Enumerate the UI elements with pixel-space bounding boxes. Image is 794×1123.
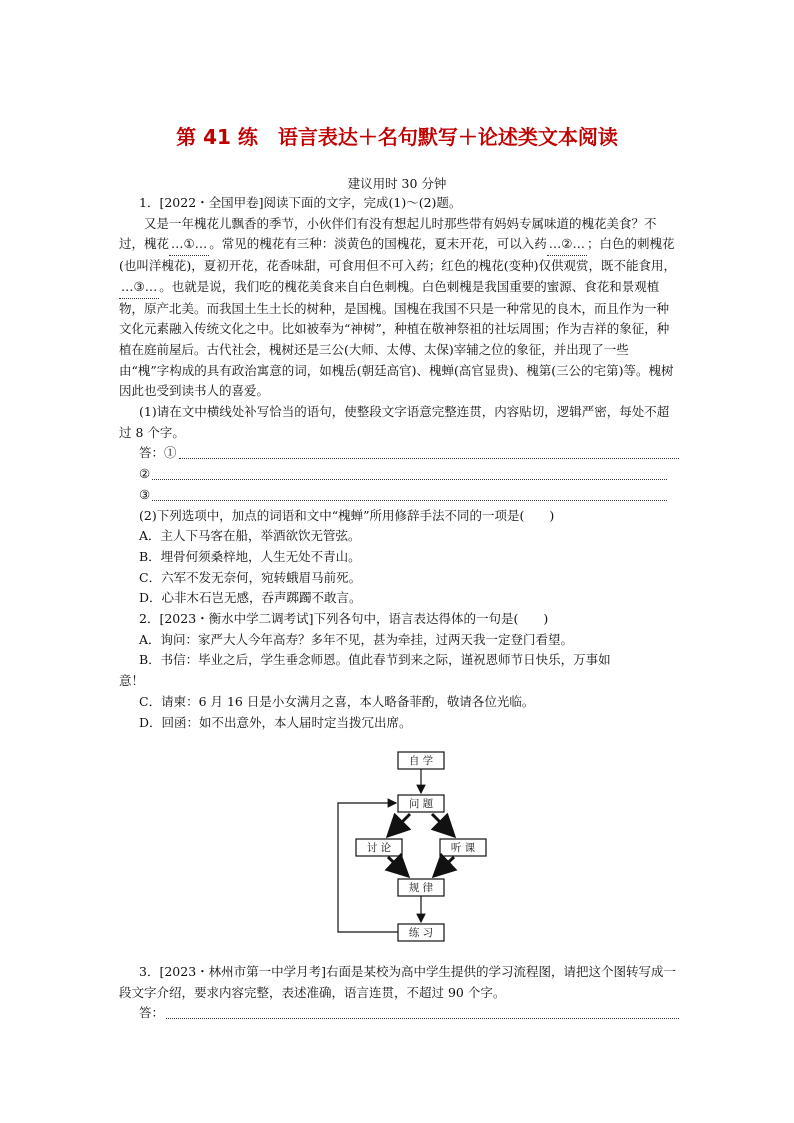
question-block-3	[119, 962, 679, 1024]
passage-text: 。常见的槐花有三种：淡黄色的国槐花，夏末开花，可以入药	[209, 236, 547, 252]
page-title: 第 41 练 语言表达＋名句默写＋论述类文本阅读	[176, 125, 618, 149]
q2-option-d: D．回函：如不出意外，本人届时定当拨冗出席。	[139, 714, 412, 730]
q1-sub1: (1)请在文中横线处补写恰当的语句，使整段文字语意完整连贯，内容贴切，逻辑严密，每处不超过 8 个字。	[119, 404, 670, 440]
q1-option-c: C．六军不发无奈何，宛转蛾眉马前死。	[139, 569, 362, 585]
q1-option-b: B．埋骨何须桑梓地，人生无处不青山。	[139, 548, 361, 564]
arrow-questions-to-discussion	[388, 814, 410, 836]
flowchart-svg	[330, 748, 500, 948]
passage-text: 。也就是说，我们吃的槐花美食来自白色刺槐。白色刺槐是我国重要的蜜源、食花和景观植物，原产北美。而我国土生土长的树种，是国槐。国槐在我国不只是一种常见的良木，而且作为一种文化元素融入传统文化之中。比如被奉为“神树”，种植在敬神祭祖的社坛周围；作为吉祥的象征，种植在庭前屋后。古代社会，槐树还是三公(大师、太傅、太保)宰辅之位的象征，并出现了一些由“槐”字构成的具有政治寓意的词，如槐岳(朝廷高官)、槐蝉(高官显贵)、槐第(三公的宅第)等。槐树因此也受到读书人的喜爱。	[119, 278, 674, 399]
answer-line-3[interactable]: ③	[119, 485, 679, 506]
q3-stem: 3．[2023・林州市第一中学月考]右面是某校为高中学生提供的学习流程图，请把这个图转写成一段文字介绍，要求内容完整，表述准确，语言连贯，不超过 90 个字。	[119, 964, 677, 1000]
arrow-discussion-to-rules	[388, 857, 408, 876]
flow-label: 规 律	[408, 882, 434, 894]
study-flowchart	[330, 748, 500, 948]
answer-line-2[interactable]: ②	[119, 464, 679, 485]
time-suggestion: 建议用时 30 分钟	[347, 176, 447, 191]
q1-passage	[119, 214, 679, 402]
question-block-1-2	[119, 193, 679, 733]
q1-option-a: A．主人下马客在船，举酒欲饮无管弦。	[139, 528, 361, 544]
q2-option-b: B．书信：毕业之后，学生垂念师恩。值此春节到来之际，谨祝恩师节日快乐，万事如	[139, 652, 611, 668]
flow-label: 练 习	[408, 927, 434, 939]
flow-label: 听 课	[450, 842, 476, 854]
flow-label: 讨 论	[366, 842, 392, 854]
q2-stem: 2．[2023・衡水中学二调考试]下列各句中，语言表达得体的一句是( )	[139, 611, 549, 627]
q1-sub2: (2)下列选项中，加点的词语和文中“槐蝉”所用修辞手法不同的一项是( )	[139, 507, 555, 523]
flow-label: 问 题	[408, 798, 434, 810]
q1-stem: 1．[2022・全国甲卷]阅读下面的文字，完成(1)～(2)题。	[139, 195, 462, 210]
blank-1: …①…	[169, 234, 209, 256]
q2-option-b-cont: 意！	[119, 673, 145, 689]
flow-label: 自 学	[408, 755, 434, 767]
q2-option-a: A．询问：家严大人今年高寿？多年不见，甚为牵挂，过两天我一定登门看望。	[139, 631, 574, 647]
arrow-practice-to-questions	[338, 803, 398, 932]
answer-line-q3[interactable]: 答：	[119, 1003, 679, 1024]
q2-option-c: C．请柬：6 月 16 日是小女满月之喜，本人略备菲酌，敬请各位光临。	[139, 693, 535, 709]
blank-3: …③…	[119, 277, 159, 299]
answer-line-1[interactable]: 答：①	[119, 443, 679, 464]
arrow-lecture-to-rules	[434, 857, 454, 876]
arrow-questions-to-lecture	[432, 814, 454, 836]
passage-text: 又是一年槐花儿飘香的季节，小伙伴们有没有想起儿时那些带有妈妈专属味道的槐花美食？不过，槐花	[119, 215, 657, 252]
blank-2: …②…	[547, 234, 587, 256]
q1-option-d: D．心非木石岂无感，吞声踯躅不敢言。	[139, 590, 362, 606]
passage-text: ；白色的刺槐花(也叫洋槐花)，夏初开花，花香味甜，可食用但不可入药；红色的槐花(变种)仅供观赏，既不能食用，	[119, 236, 677, 274]
